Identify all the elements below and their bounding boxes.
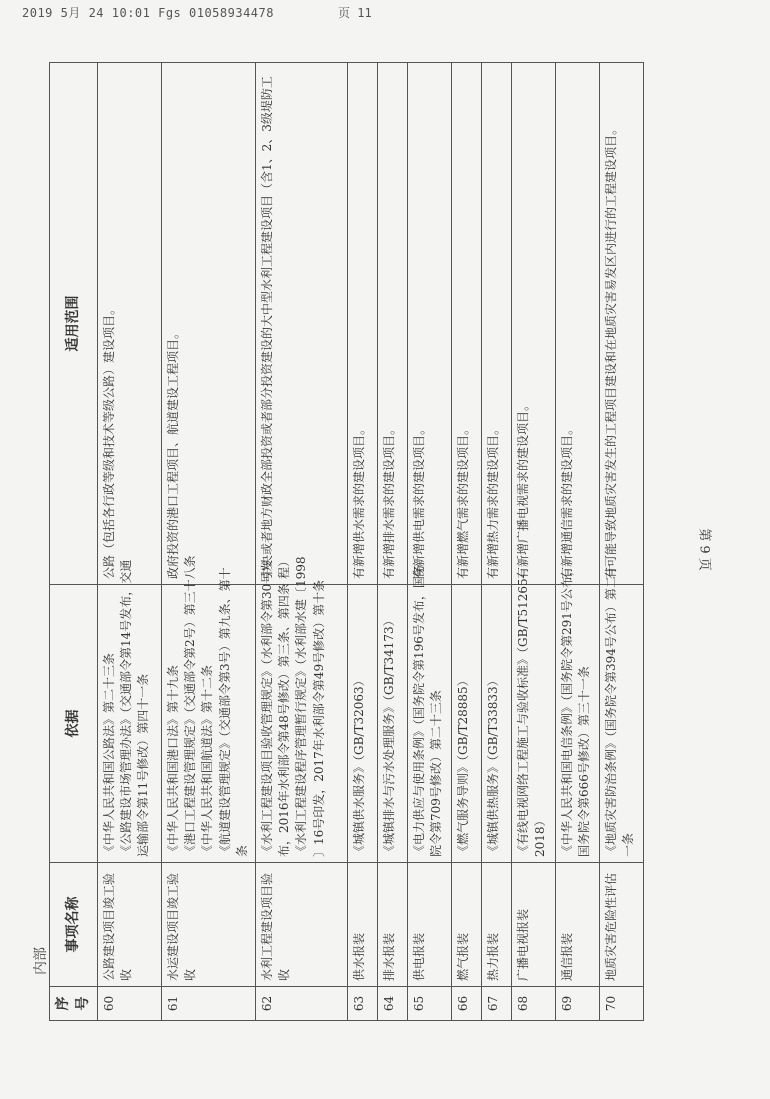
- row-scope: 有新增通信需求的建设项目。: [555, 63, 599, 585]
- row-name: 地质灾害危险性评估: [599, 863, 643, 987]
- row-basis: 《地质灾害防治条例》（国务院令第394号公布）第二十 一条: [599, 585, 643, 863]
- table-row: [347, 63, 377, 1021]
- table-row: [97, 63, 161, 1021]
- row-no: 62: [255, 987, 347, 1021]
- header-basis: 依据: [50, 585, 98, 863]
- table-row: [481, 63, 511, 1021]
- row-basis: 《水利工程建设项目验收管理规定》（水利部令第30号发 布，2016年水利部令第48号修改）第三条、第四条 《水利工程建设程序管理暂行规定》（水利部水建〔1998 〕16号印发，2017年水利部令第49号修改）第十条: [255, 585, 347, 863]
- table-row: [161, 63, 255, 1021]
- table-header-row: [50, 63, 98, 1021]
- row-basis: 《有线电视网络工程施工与验收标准》（GB/T51265- 2018）: [511, 585, 555, 863]
- row-name: 供电报装: [407, 863, 451, 987]
- row-scope: 公路（包括各行政等级和技术等级公路）建设项目。: [97, 63, 161, 585]
- row-scope: 有新增热力需求的建设项目。: [481, 63, 511, 585]
- fax-page-number: 页 11: [338, 6, 372, 20]
- header-name: 事项名称: [50, 863, 98, 987]
- row-no: 69: [555, 987, 599, 1021]
- row-scope: 有可能导致地质灾害发生的工程项目建设和在地质灾害易发区内进行的工程建设项目。: [599, 63, 643, 585]
- approval-items-table: [49, 62, 644, 1021]
- row-no: 70: [599, 987, 643, 1021]
- row-basis: 《燃气服务导则》（GB/T28885）: [451, 585, 481, 863]
- row-name: 通信报装: [555, 863, 599, 987]
- table-row: [555, 63, 599, 1021]
- row-no: 61: [161, 987, 255, 1021]
- row-basis: 《中华人民共和国公路法》第二十三条 《公路建设市场管理办法》（交通部令第14号发布，交通 运输部令第11号修改）第四十一条: [97, 585, 161, 863]
- row-scope: 有新增燃气需求的建设项目。: [451, 63, 481, 585]
- row-scope: 有新增广播电视需求的建设项目。: [511, 63, 555, 585]
- row-basis: 《电力供应与使用条例》（国务院令第196号发布，国务 院令第709号修改）第二十三条: [407, 585, 451, 863]
- table-row: [599, 63, 643, 1021]
- row-no: 64: [377, 987, 407, 1021]
- row-no: 67: [481, 987, 511, 1021]
- row-no: 63: [347, 987, 377, 1021]
- table-row: [407, 63, 451, 1021]
- row-no: 66: [451, 987, 481, 1021]
- fax-header: [0, 0, 770, 22]
- row-basis: 《城镇排水与污水处理服务》（GB/T34173）: [377, 585, 407, 863]
- row-basis: 《中华人民共和国电信条例》（国务院令第291号公布， 国务院令第666号修改）第三十一条: [555, 585, 599, 863]
- row-scope: 有新增供水需求的建设项目。: [347, 63, 377, 585]
- document-table-frame: [49, 63, 635, 1021]
- row-name: 燃气报装: [451, 863, 481, 987]
- row-name: 水利工程建设项目验收: [255, 863, 347, 987]
- row-no: 60: [97, 987, 161, 1021]
- table-row: [255, 63, 347, 1021]
- header-scope: 适用范围: [50, 63, 98, 585]
- row-no: 65: [407, 987, 451, 1021]
- row-basis: 《城镇供水服务》（GB/T32063）: [347, 585, 377, 863]
- row-name: 热力报装: [481, 863, 511, 987]
- row-name: 排水报装: [377, 863, 407, 987]
- row-name: 水运建设项目竣工验收: [161, 863, 255, 987]
- fax-header-info: 2019 5月 24 10:01 Fgs 01058934478: [22, 6, 274, 20]
- row-scope: 有新增供电需求的建设项目。: [407, 63, 451, 585]
- table-row: [451, 63, 481, 1021]
- row-scope: 中央或者地方财政全部投资或者部分投资建设的大中型水利工程建设项目（含1、2、3级堤防工程）: [255, 63, 347, 585]
- page-footer: 第 9 页: [696, 528, 712, 571]
- row-name: 公路建设项目竣工验收: [97, 863, 161, 987]
- internal-label: 内部: [33, 947, 49, 975]
- row-name: 广播电视报装: [511, 863, 555, 987]
- table-row: [377, 63, 407, 1021]
- table-row: [511, 63, 555, 1021]
- row-basis: 《城镇供热服务》（GB/T33833）: [481, 585, 511, 863]
- row-no: 68: [511, 987, 555, 1021]
- header-no: 序号: [50, 987, 98, 1021]
- row-name: 供水报装: [347, 863, 377, 987]
- row-scope: 有新增排水需求的建设项目。: [377, 63, 407, 585]
- row-scope: 政府投资的港口工程项目、航道建设工程项目。: [161, 63, 255, 585]
- row-basis: 《中华人民共和国港口法》第十九条 《港口工程建设管理规定》（交通部令第2号）第三十八条 《中华人民共和国航道法》第十二条 《航道建设管理规定》（交通部令第3号）第九条、第十 条: [161, 585, 255, 863]
